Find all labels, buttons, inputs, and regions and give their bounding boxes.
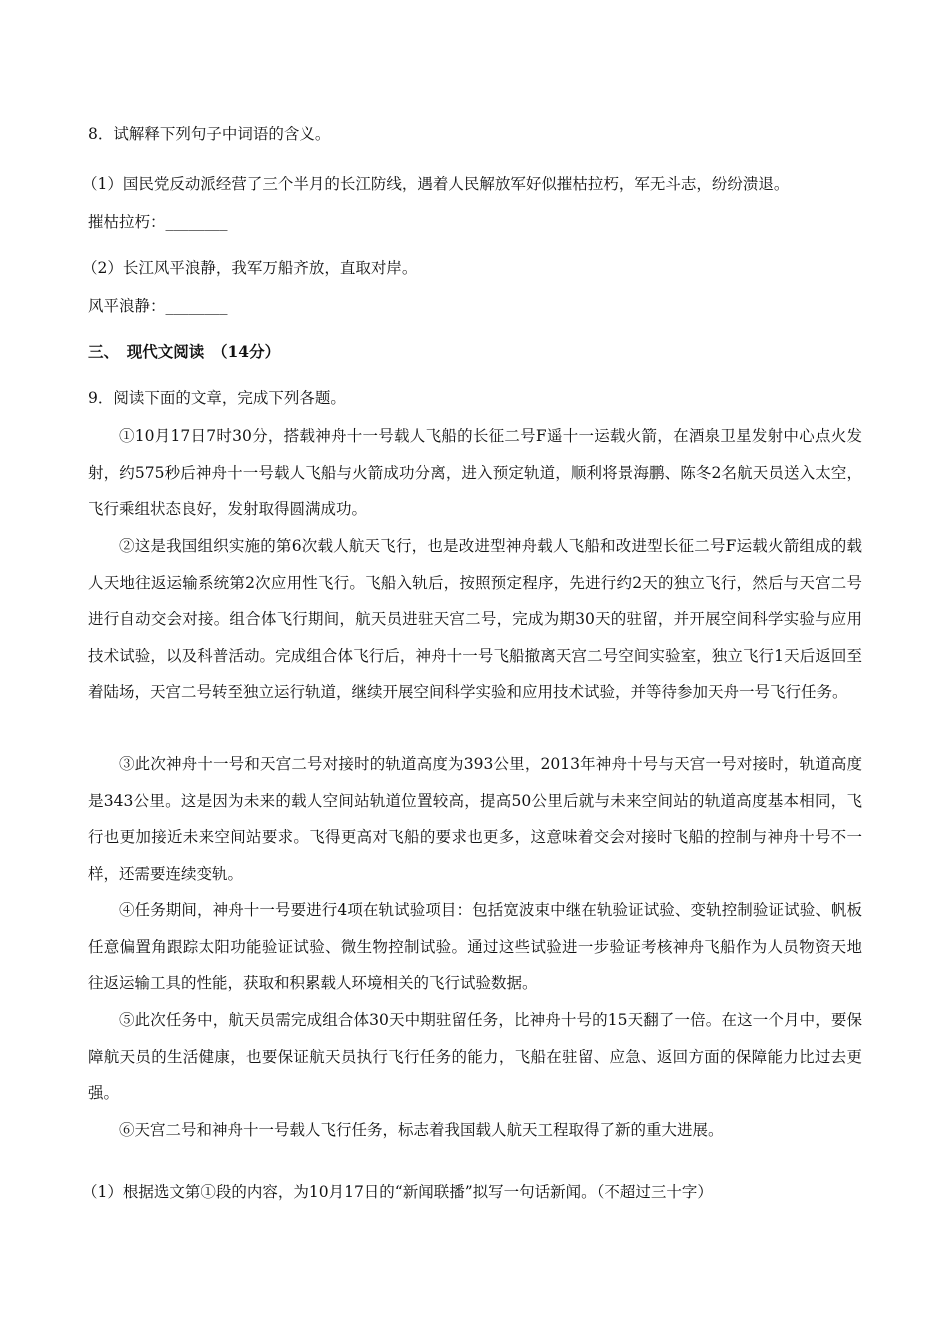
article-paragraph-4: ④任务期间，神舟十一号要进行4项在轨试验项目：包括宽波束中继在轨验证试验、变轨控制验证试验、帆板任意偏置角跟踪太阳功能验证试验、微生物控制试验。通过这些试验进一步验证考核神舟飞船作为人员物资天地往返运输工具的性能，获取和积累载人环境相关的飞行试验数据。 xyxy=(88,901,862,992)
article-paragraph-5: ⑤此次任务中，航天员需完成组合体30天中期驻留任务，比神舟十号的15天翻了一倍。在这一个月中，要保障航天员的生活健康，也要保证航天员执行飞行任务的能力，飞船在驻留、应急、返回方面的保障能力比过去更强。 xyxy=(88,1011,862,1102)
question-9-sub-question-1: （1）根据选文第①段的内容，为10月17日的“新闻联播”拟写一句话新闻。（不超过三十字） xyxy=(82,1183,713,1201)
article-paragraph-6: ⑥天宫二号和神舟十一号载人飞行任务，标志着我国载人航天工程取得了新的重大进展。 xyxy=(119,1121,724,1139)
article-paragraph-3: ③此次神舟十一号和天宫二号对接时的轨道高度为393公里，2013年神舟十号与天宫一号对接时，轨道高度是343公里。这是因为未来的载人空间站轨道位置较高，提高50公里后就与未来空间站的轨道高度基本相同，飞行也更加接近未来空间站要求。飞得更高对飞船的要求也更多，这意味着交会对接时飞船的控制与神舟十号不一样，还需要连续变轨。 xyxy=(88,755,862,883)
question-8-item-2: （2）长江风平浪静，我军万船齐放，直取对岸。 xyxy=(82,259,418,277)
question-8-item-1: （1）国民党反动派经营了三个半月的长江防线，遇着人民解放军好似摧枯拉朽，军无斗志，纷纷溃退。 xyxy=(82,175,790,193)
question-8-item-1-answer-blank: 摧枯拉朽：________ xyxy=(88,213,228,231)
section-3-heading: 三、 现代文阅读 （14分） xyxy=(88,342,281,361)
question-8-title: 8．试解释下列句子中词语的含义。 xyxy=(88,125,331,143)
article-paragraph-1: ①10月17日7时30分，搭载神舟十一号载人飞船的长征二号F遥十一运载火箭，在酒泉卫星发射中心点火发射，约575秒后神舟十一号载人飞船与火箭成功分离，进入预定轨道，顺利将景海鹏、陈冬2名航天员送入太空，飞行乘组状态良好，发射取得圆满成功。 xyxy=(88,427,862,518)
article-paragraph-2: ②这是我国组织实施的第6次载人航天飞行，也是改进型神舟载人飞船和改进型长征二号F运载火箭组成的载人天地往返运输系统第2次应用性飞行。飞船入轨后，按照预定程序，先进行约2天的独立飞行，然后与天宫二号进行自动交会对接。组合体飞行期间，航天员进驻天宫二号，完成为期30天的驻留，并开展空间科学实验与应用技术试验，以及科普活动。完成组合体飞行后，神舟十一号飞船撤离天宫二号空间实验室，独立飞行1天后返回至着陆场，天宫二号转至独立运行轨道，继续开展空间科学实验和应用技术试验，并等待参加天舟一号飞行任务。 xyxy=(88,537,862,701)
question-8-item-2-answer-blank: 风平浪静：________ xyxy=(88,297,228,315)
question-9-title: 9．阅读下面的文章，完成下列各题。 xyxy=(88,389,346,407)
